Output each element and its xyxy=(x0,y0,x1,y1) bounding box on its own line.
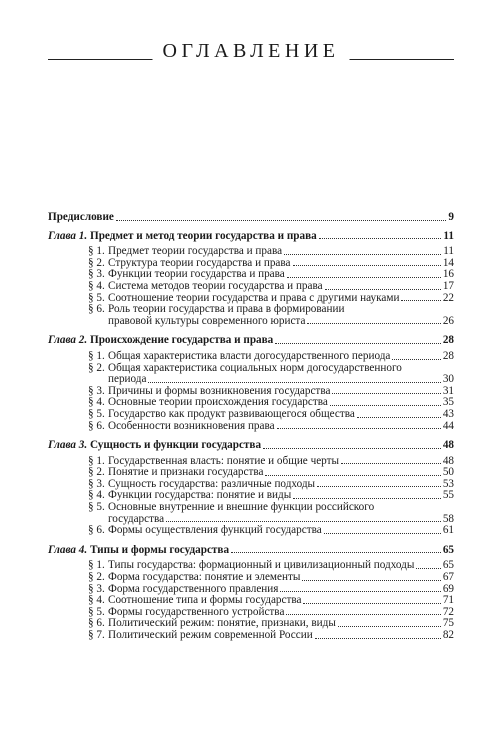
toc-section[interactable] xyxy=(48,304,454,327)
section-title-line: Роль теории государства и права в формировании xyxy=(108,303,345,316)
section-title-line: Общая характеристика социальных норм догосударственного xyxy=(108,361,402,374)
chapter-number: Глава 3. xyxy=(48,439,88,452)
section-heading xyxy=(88,630,313,642)
section-number: § 7. xyxy=(88,629,105,641)
chapter-page: 28 xyxy=(442,334,454,347)
section-title: Форма государства: понятие и элементы xyxy=(108,571,301,584)
section-title: Понятие и признаки государства xyxy=(108,466,264,479)
chapter-page: 48 xyxy=(442,439,454,452)
table-of-contents xyxy=(48,212,454,650)
section-number: § 6. xyxy=(88,617,105,630)
section-number: § 3. xyxy=(88,384,105,397)
section-title-line: правовой культуры современного юриста xyxy=(108,314,306,327)
dot-leader xyxy=(277,428,441,429)
section-title-line: периода xyxy=(108,373,147,386)
dot-leader xyxy=(293,265,441,266)
dot-leader xyxy=(338,626,441,627)
section-page: 67 xyxy=(442,571,454,584)
section-number: § 6. xyxy=(88,524,105,537)
section-number: § 1. xyxy=(88,245,105,258)
section-page: 82 xyxy=(442,629,454,641)
section-title: Предмет теории государства и права xyxy=(108,245,283,258)
section-title: Формы государственного устройства xyxy=(108,605,285,618)
dot-leader xyxy=(330,405,441,406)
section-page: 17 xyxy=(442,279,454,292)
toc-chapter-block xyxy=(48,440,454,537)
chapter-title: Сущность и функции государства xyxy=(90,439,262,452)
section-page: 16 xyxy=(442,268,454,281)
section-number: § 4. xyxy=(88,489,105,502)
section-title: Сущность государства: различные подходы xyxy=(108,477,316,490)
section-title: Государство как продукт развивающегося общества xyxy=(108,407,355,420)
toc-chapter-block xyxy=(48,335,454,432)
section-number: § 4. xyxy=(88,279,105,292)
dot-leader xyxy=(287,277,441,278)
section-page: 72 xyxy=(442,605,454,618)
section-page: 58 xyxy=(442,512,454,525)
dot-leader xyxy=(284,254,441,255)
chapter-page: 11 xyxy=(443,229,454,242)
section-number: § 1. xyxy=(88,454,105,467)
dot-leader xyxy=(325,289,441,290)
toc-section[interactable] xyxy=(48,525,454,537)
chapter-heading xyxy=(48,231,317,243)
section-page: 61 xyxy=(442,524,454,537)
section-page: 53 xyxy=(442,477,454,490)
toc-preface[interactable] xyxy=(48,212,454,224)
chapter-title: Происхождение государства и права xyxy=(90,334,274,347)
toc-section[interactable] xyxy=(48,421,454,433)
section-title: Структура теории государства и права xyxy=(108,256,291,269)
chapter-number: Глава 4. xyxy=(48,543,88,556)
toc-chapter[interactable] xyxy=(48,440,454,452)
section-page: 75 xyxy=(442,617,454,630)
section-number: § 2. xyxy=(88,466,105,479)
dot-leader xyxy=(303,603,440,604)
section-title: Соотношение теории государства и права с другими науками xyxy=(108,291,400,304)
section-title: Политический режим: понятие, признаки, виды xyxy=(108,617,336,630)
section-page: 26 xyxy=(442,314,454,327)
dot-leader xyxy=(307,323,440,324)
section-number: § 1. xyxy=(88,349,105,362)
section-title: Форма государственного правления xyxy=(108,582,279,595)
section-page: 48 xyxy=(442,454,454,467)
section-number: § 4. xyxy=(88,594,105,607)
section-title: Система методов теории государства и права xyxy=(108,279,323,292)
dot-leader xyxy=(416,568,440,569)
dot-leader xyxy=(302,580,440,581)
toc-chapter[interactable] xyxy=(48,545,454,557)
section-title: Причины и формы возникновения государства xyxy=(108,384,331,397)
section-heading xyxy=(88,351,390,363)
section-page: 44 xyxy=(442,419,454,432)
section-number: § 6. xyxy=(88,303,105,316)
section-title: Функции государства: понятие и виды xyxy=(108,489,292,502)
section-heading xyxy=(88,421,275,433)
dot-leader xyxy=(280,591,440,592)
section-title-line: государства xyxy=(108,512,165,525)
chapter-title: Типы и формы государства xyxy=(90,543,230,556)
section-number: § 3. xyxy=(88,268,105,281)
section-number: § 2. xyxy=(88,361,105,374)
section-page: 31 xyxy=(442,384,454,397)
toc-section[interactable] xyxy=(48,502,454,525)
section-body xyxy=(108,363,454,386)
page-header xyxy=(48,38,454,64)
section-page: 65 xyxy=(442,559,454,572)
preface-page: 9 xyxy=(448,211,454,223)
dot-leader xyxy=(315,638,441,639)
chapter-page: 65 xyxy=(442,543,454,556)
dot-leader xyxy=(341,463,441,464)
toc-section[interactable] xyxy=(48,630,454,642)
section-number: § 3. xyxy=(88,477,105,490)
dot-leader xyxy=(166,521,441,522)
dot-leader xyxy=(148,382,440,383)
section-title: Государственная власть: понятие и общие черты xyxy=(108,454,340,467)
preface-label: Предисловие xyxy=(48,211,114,223)
chapter-number: Глава 1. xyxy=(48,229,88,242)
section-page: 11 xyxy=(443,245,454,258)
section-title: Общая характеристика власти догосударственного периода xyxy=(108,349,391,362)
section-page: 55 xyxy=(442,489,454,502)
dot-leader xyxy=(286,614,440,615)
section-number: § 5. xyxy=(88,605,105,618)
page-title: ОГЛАВЛЕНИЕ xyxy=(153,38,350,64)
dot-leader xyxy=(275,343,441,344)
toc-chapter-block xyxy=(48,231,454,328)
section-page: 22 xyxy=(442,291,454,304)
section-number: § 5. xyxy=(88,407,105,420)
dot-leader xyxy=(319,238,442,239)
section-body xyxy=(108,502,454,525)
dot-leader xyxy=(357,417,441,418)
dot-leader xyxy=(392,359,440,360)
section-page: 35 xyxy=(442,396,454,409)
toc-chapter[interactable] xyxy=(48,335,454,347)
chapter-heading xyxy=(48,440,261,452)
section-title: Функции теории государства и права xyxy=(108,268,285,281)
section-page: 28 xyxy=(442,349,454,362)
dot-leader xyxy=(401,300,440,301)
section-title-line: Основные внутренние и внешние функции российского xyxy=(108,501,375,514)
section-title: Формы осуществления функций государства xyxy=(108,524,322,537)
section-body xyxy=(108,304,454,327)
section-number: § 5. xyxy=(88,291,105,304)
chapter-number: Глава 2. xyxy=(48,334,88,347)
dot-leader xyxy=(231,552,441,553)
toc-chapter-block xyxy=(48,545,454,642)
section-title: Типы государства: формационный и цивилизационный подходы xyxy=(108,559,415,572)
section-page: 71 xyxy=(442,594,454,607)
section-page: 43 xyxy=(442,407,454,420)
dot-leader xyxy=(293,498,441,499)
toc-section[interactable] xyxy=(48,363,454,386)
toc-chapter[interactable] xyxy=(48,231,454,243)
section-page: 30 xyxy=(442,373,454,386)
section-title: Особенности возникновения права xyxy=(108,419,275,432)
section-page: 14 xyxy=(442,256,454,269)
section-heading xyxy=(88,525,322,537)
section-number: § 5. xyxy=(88,501,105,514)
section-page: 50 xyxy=(442,466,454,479)
section-number: § 2. xyxy=(88,256,105,269)
section-number: § 6. xyxy=(88,419,105,432)
section-number: § 2. xyxy=(88,571,105,584)
toc-section[interactable] xyxy=(48,351,454,363)
section-title-last-line xyxy=(108,316,454,328)
section-number: § 4. xyxy=(88,396,105,409)
dot-leader xyxy=(332,393,440,394)
section-number: § 3. xyxy=(88,582,105,595)
section-title: Соотношение типа и формы государства xyxy=(108,594,302,607)
section-page: 69 xyxy=(442,582,454,595)
section-number: § 1. xyxy=(88,559,105,572)
section-title: Основные теории происхождения государства xyxy=(108,396,328,409)
dot-leader xyxy=(116,220,447,221)
dot-leader xyxy=(263,448,441,449)
dot-leader xyxy=(324,533,441,534)
dot-leader xyxy=(317,486,441,487)
chapter-heading xyxy=(48,335,273,347)
chapter-title: Предмет и метод теории государства и права xyxy=(90,229,317,242)
dot-leader xyxy=(265,475,440,476)
chapter-heading xyxy=(48,545,229,557)
section-title: Политический режим современной России xyxy=(108,629,313,641)
